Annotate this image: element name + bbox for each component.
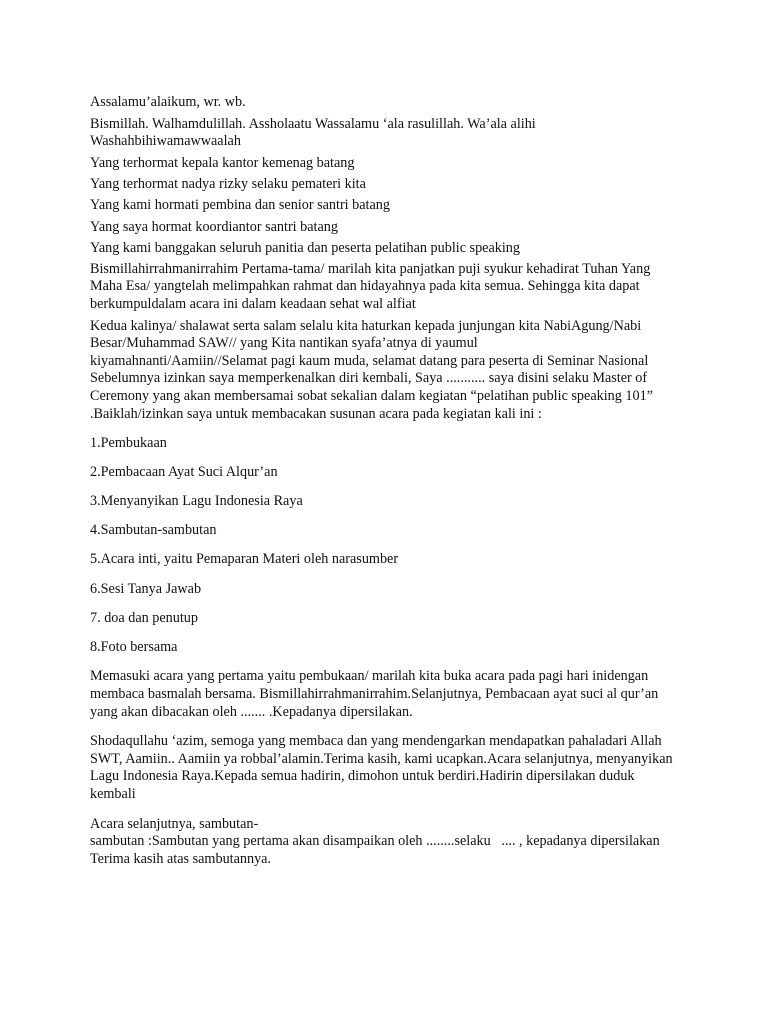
greeting: Assalamu’alaikum, wr. wb. (90, 94, 246, 110)
agenda-item: 5.Acara inti, yaitu Pemaparan Materi oleh narasumber (90, 551, 399, 568)
agenda-list (90, 435, 680, 656)
agenda-item: 7. doa dan penutup (90, 609, 198, 626)
salutation-5: Yang kami banggakan seluruh panitia dan peserta pelatihan public speaking (90, 240, 520, 257)
salutation-1: Yang terhormat kepala kantor kemenag batang (90, 154, 355, 171)
agenda-item: 4.Sambutan-sambutan (90, 522, 217, 539)
shalawat-paragraph: Kedua kalinya/ shalawat serta salam selalu kita haturkan kepada junjungan kita NabiAgung/Nabi Besar/Muhammad SAW// yang Kita nantikan syafa’atnya di yaumul kiyamahnanti/Aamiin//Selamat pagi kaum muda, selamat datang para peserta di Seminar Nasional Sebelumnya izinkan saya memperkenalkan diri kembali, Saya ........... saya disini selaku Master of Ceremony yang akan membersamai sobat sekalian dalam kegiatan “pelatihan public speaking 101” (90, 317, 653, 404)
opening-prayer: Bismillah. Walhamdulillah. Assholaatu Wassalamu ‘ala rasulillah. Wa’ala alihi Washahbihiwamawwaalah (90, 115, 540, 150)
anthem-paragraph: Shodaqullahu ‘azim, semoga yang membaca dan yang mendengarkan mendapatkan pahaladari Allah SWT, Aamiin.. Aamiin ya robbal’alamin.Terima kasih, kami ucapkan.Acara selanjutnya, menyanyikan Lagu Indonesia Raya.Kepada semua hadirin, dimohon untuk berdiri.Hadirin dipersilakan duduk kembali (90, 733, 677, 802)
opening-session-paragraph: Memasuki acara yang pertama yaitu pembukaan/ marilah kita buka acara pada pagi hari inidengan membaca basmalah bersama. Bismillahirrahmanirrahim.Selanjutnya, Pembacaan ayat suci al qur’an yang akan dibacakan oleh ....... .Kepadanya dipersilakan. (90, 668, 662, 720)
document-page (90, 94, 680, 868)
salutation-4: Yang saya hormat koordiantor santri batang (90, 218, 338, 235)
agenda-item: 8.Foto bersama (90, 638, 178, 655)
salutation-2: Yang terhormat nadya rizky selaku pemateri kita (90, 176, 366, 193)
agenda-item: 6.Sesi Tanya Jawab (90, 580, 202, 597)
gratitude-paragraph: Bismillahirrahmanirrahim Pertama-tama/ marilah kita panjatkan puji syukur kehadirat Tuhan Yang Maha Esa/ yangtelah melimpahkan rahmat dan hidayahnya pada kita semua. Sehingga kita dapat berkumpuldalam acara ini dalam keadaan sehat wal alfiat (90, 260, 654, 312)
speeches-paragraph: Acara selanjutnya, sambutan- sambutan :Sambutan yang pertama akan disampaikan oleh ........selaku .... , kepadanya dipersilakan Terima kasih atas sambutannya. (90, 815, 660, 867)
agenda-intro: .Baiklah/izinkan saya untuk membacakan susunan acara pada kegiatan kali ini : (90, 405, 542, 422)
agenda-item: 3.Menyanyikan Lagu Indonesia Raya (90, 493, 303, 510)
salutation-3: Yang kami hormati pembina dan senior santri batang (90, 196, 390, 213)
agenda-item: 2.Pembacaan Ayat Suci Alqur’an (90, 464, 278, 481)
agenda-item: 1.Pembukaan (90, 435, 167, 452)
